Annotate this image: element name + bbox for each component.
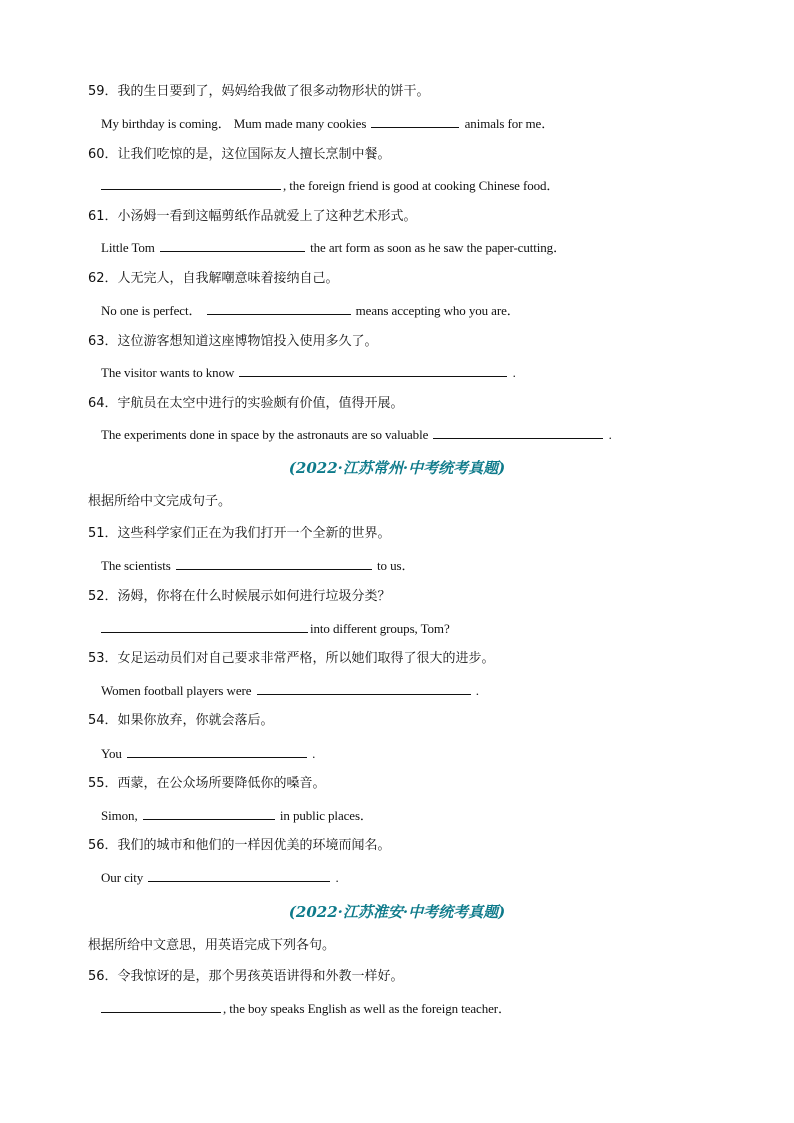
answer-blank-56-huaian[interactable] (101, 1000, 221, 1013)
question-53-prefix: Women football players were (101, 683, 252, 698)
question-55-prefix: Simon, (101, 808, 138, 823)
question-64-prefix: The experiments done in space by the astronauts are so valuable (101, 427, 429, 442)
question-55-suffix: in public places． (279, 808, 373, 823)
question-61-chinese: 61．小汤姆一看到这幅剪纸作品就爱上了这种艺术形式。 (88, 209, 417, 224)
question-61-prefix: Little Tom (101, 240, 155, 255)
answer-blank-56-changzhou[interactable] (148, 869, 330, 882)
question-54-suffix: . (312, 746, 316, 761)
answer-blank-52[interactable] (101, 620, 308, 633)
question-54-chinese: 54．如果你放弃，你就会落后。 (88, 713, 274, 728)
question-60-chinese: 60．让我们吃惊的是，这位国际友人擅长烹制中餐。 (88, 147, 391, 162)
section-instructions-changzhou: 根据所给中文完成句子。 (88, 494, 232, 509)
question-63-chinese: 63．这位游客想知道这座博物馆投入使用多久了。 (88, 334, 378, 349)
answer-blank-64[interactable] (433, 426, 603, 439)
answer-blank-62[interactable] (207, 302, 351, 315)
question-63-suffix: . (512, 365, 516, 380)
answer-blank-59[interactable] (371, 115, 459, 128)
question-54-english (101, 745, 315, 762)
question-63-english (101, 364, 516, 381)
answer-blank-63[interactable] (239, 364, 507, 377)
question-62-prefix: No one is perfect． (101, 303, 202, 318)
question-59-chinese: 59．我的生日要到了，妈妈给我做了很多动物形状的饼干。 (88, 84, 430, 99)
question-62-english (101, 302, 520, 319)
question-55-chinese: 55．西蒙，在公众场所要降低你的嗓音。 (88, 776, 326, 791)
question-56-changzhou-suffix: . (335, 870, 339, 885)
question-51-english (101, 557, 414, 574)
question-51-prefix: The scientists (101, 558, 171, 573)
question-61-suffix: the art form as soon as he saw the paper-cutting． (310, 240, 566, 255)
section-heading-huaian: (2022·江苏淮安·中考统考真题) (288, 903, 506, 921)
question-64-chinese: 64．宇航员在太空中进行的实验颇有价值，值得开展。 (88, 396, 404, 411)
question-53-suffix: . (475, 683, 479, 698)
question-54-prefix: You (101, 746, 122, 761)
question-55-english (101, 807, 373, 824)
question-62-chinese: 62．人无完人，自我解嘲意味着接纳自己。 (88, 271, 339, 286)
question-52-suffix: into different groups, Tom? (310, 621, 450, 636)
question-62-suffix: means accepting who you are． (355, 303, 520, 318)
section-instructions-huaian: 根据所给中文意思，用英语完成下列各句。 (88, 938, 336, 953)
answer-blank-60[interactable] (101, 177, 281, 190)
question-56-changzhou-chinese: 56．我们的城市和他们的一样因优美的环境而闻名。 (88, 838, 391, 853)
question-56-huaian-suffix: , the boy speaks English as well as the foreign teacher． (223, 1001, 511, 1016)
answer-blank-54[interactable] (127, 745, 307, 758)
answer-blank-61[interactable] (160, 239, 305, 252)
answer-blank-53[interactable] (257, 682, 471, 695)
question-56-huaian-english (101, 1000, 511, 1017)
question-63-prefix: The visitor wants to know (101, 365, 235, 380)
question-64-english (101, 426, 612, 443)
question-56-changzhou-english (101, 869, 339, 886)
question-51-suffix: to us． (377, 558, 415, 573)
section-heading-changzhou: (2022·江苏常州·中考统考真题) (288, 459, 506, 477)
question-56-changzhou-prefix: Our city (101, 870, 144, 885)
question-53-chinese: 53．女足运动员们对自己要求非常严格，所以她们取得了很大的进步。 (88, 651, 495, 666)
question-60-english (101, 177, 559, 194)
question-53-english (101, 682, 479, 699)
question-64-suffix: . (608, 427, 612, 442)
question-60-suffix: , the foreign friend is good at cooking Chinese food． (283, 178, 560, 193)
question-52-chinese: 52．汤姆，你将在什么时候展示如何进行垃圾分类？ (88, 589, 391, 604)
answer-blank-55[interactable] (143, 807, 275, 820)
question-52-english (101, 620, 450, 637)
question-59-suffix: animals for me． (464, 116, 555, 131)
question-59-prefix: My birthday is coming． Mum made many cookies (101, 116, 367, 131)
question-51-chinese: 51．这些科学家们正在为我们打开一个全新的世界。 (88, 526, 391, 541)
question-56-huaian-chinese: 56．令我惊讶的是，那个男孩英语讲得和外教一样好。 (88, 969, 404, 984)
question-61-english (101, 239, 566, 256)
question-59-english (101, 115, 554, 132)
answer-blank-51[interactable] (176, 557, 372, 570)
